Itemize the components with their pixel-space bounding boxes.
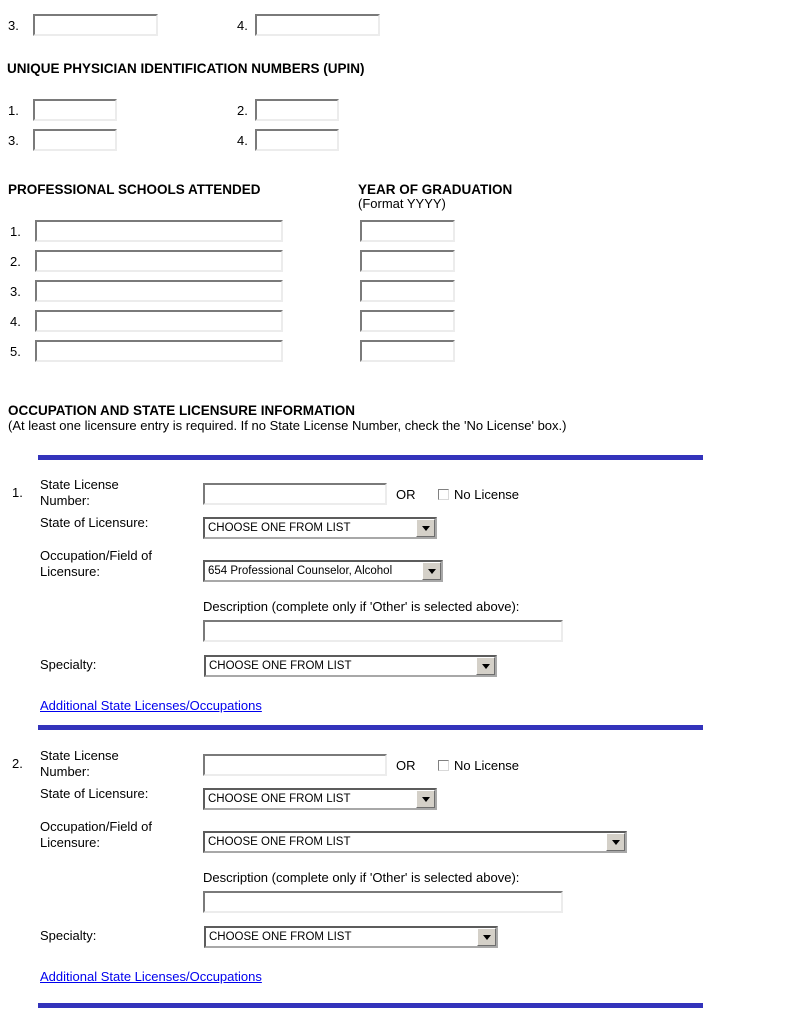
- upin-field-4-input[interactable]: [255, 129, 339, 151]
- entry-2-no-license-label: No License: [454, 758, 520, 773]
- entry-2-occupation-selected-value: CHOOSE ONE FROM LIST: [208, 836, 351, 848]
- year-5-input[interactable]: [360, 340, 455, 362]
- year-format-hint: (Format YYYY): [358, 196, 446, 211]
- entry-1-state-label: State of Licensure:: [40, 515, 149, 530]
- entry-2-additional-licenses-link[interactable]: Additional State Licenses/Occupations: [40, 969, 262, 984]
- entry-2-license-number-label: State License Number:: [40, 748, 119, 779]
- entry-1-no-license-checkbox[interactable]: [438, 489, 449, 500]
- school-row-1-number: 1.: [10, 224, 21, 239]
- school-row-2-number: 2.: [10, 254, 21, 269]
- school-2-input[interactable]: [35, 250, 283, 272]
- entry-2-no-license-checkbox[interactable]: [438, 760, 449, 771]
- entry-1-specialty-label: Specialty:: [40, 657, 97, 672]
- school-1-input[interactable]: [35, 220, 283, 242]
- entry-2-occupation-label: Occupation/Field of Licensure:: [40, 819, 153, 850]
- school-4-input[interactable]: [35, 310, 283, 332]
- upin-field-4-number: 4.: [237, 133, 248, 148]
- entry-1-specialty-selected-value: CHOOSE ONE FROM LIST: [209, 660, 352, 672]
- schools-heading: PROFESSIONAL SCHOOLS ATTENDED: [8, 182, 261, 197]
- licensure-subheading: (At least one licensure entry is required. If no State License Number, check the 'No License' box.): [8, 418, 567, 433]
- year-2-input[interactable]: [360, 250, 455, 272]
- top-field-3-input[interactable]: [33, 14, 158, 36]
- entry-2-description-input[interactable]: [203, 891, 563, 913]
- upin-heading: UNIQUE PHYSICIAN IDENTIFICATION NUMBERS (UPIN): [7, 61, 365, 76]
- entry-2-specialty-selected-value: CHOOSE ONE FROM LIST: [209, 931, 352, 943]
- school-row-3-number: 3.: [10, 284, 21, 299]
- school-3-input[interactable]: [35, 280, 283, 302]
- year-1-input[interactable]: [360, 220, 455, 242]
- section-divider: [38, 455, 703, 460]
- chevron-down-icon: [422, 562, 441, 580]
- entry-1-occupation-label: Occupation/Field of Licensure:: [40, 548, 153, 579]
- entry-1-number: 1.: [12, 485, 23, 500]
- entry-1-no-license-label: No License: [454, 487, 520, 502]
- chevron-down-icon: [476, 657, 495, 675]
- top-field-3-number: 3.: [8, 18, 19, 33]
- upin-field-3-input[interactable]: [33, 129, 117, 151]
- entry-2-or-label: OR: [396, 758, 416, 773]
- entry-1-description-label: Description (complete only if 'Other' is selected above):: [203, 599, 520, 614]
- chevron-down-icon: [477, 928, 496, 946]
- entry-1-description-input[interactable]: [203, 620, 563, 642]
- entry-1-specialty-select[interactable]: [204, 655, 497, 677]
- upin-field-3-number: 3.: [8, 133, 19, 148]
- section-divider: [38, 1003, 703, 1008]
- chevron-down-icon: [416, 519, 435, 537]
- entry-2-description-label: Description (complete only if 'Other' is selected above):: [203, 870, 520, 885]
- school-row-5-number: 5.: [10, 344, 21, 359]
- entry-1-additional-licenses-link[interactable]: Additional State Licenses/Occupations: [40, 698, 262, 713]
- chevron-down-icon: [606, 833, 625, 851]
- entry-1-state-selected-value: CHOOSE ONE FROM LIST: [208, 522, 351, 534]
- top-field-4-input[interactable]: [255, 14, 380, 36]
- section-divider: [38, 725, 703, 730]
- year-4-input[interactable]: [360, 310, 455, 332]
- entry-2-state-label: State of Licensure:: [40, 786, 149, 801]
- entry-1-license-number-input[interactable]: [203, 483, 387, 505]
- upin-field-2-input[interactable]: [255, 99, 339, 121]
- entry-2-number: 2.: [12, 756, 23, 771]
- entry-1-occupation-select[interactable]: [203, 560, 443, 582]
- upin-field-1-input[interactable]: [33, 99, 117, 121]
- school-row-4-number: 4.: [10, 314, 21, 329]
- entry-2-occupation-select[interactable]: [203, 831, 627, 853]
- entry-2-license-number-input[interactable]: [203, 754, 387, 776]
- year-of-graduation-heading: YEAR OF GRADUATION: [358, 182, 513, 197]
- entry-1-or-label: OR: [396, 487, 416, 502]
- entry-1-license-number-label: State License Number:: [40, 477, 119, 508]
- entry-1-occupation-selected-value: 654 Professional Counselor, Alcohol: [208, 565, 393, 577]
- entry-2-state-select[interactable]: [203, 788, 437, 810]
- chevron-down-icon: [416, 790, 435, 808]
- top-field-4-number: 4.: [237, 18, 248, 33]
- licensure-heading: OCCUPATION AND STATE LICENSURE INFORMATION: [8, 403, 355, 418]
- year-3-input[interactable]: [360, 280, 455, 302]
- entry-2-specialty-select[interactable]: [204, 926, 498, 948]
- school-5-input[interactable]: [35, 340, 283, 362]
- entry-1-state-select[interactable]: [203, 517, 437, 539]
- upin-field-1-number: 1.: [8, 103, 19, 118]
- entry-2-specialty-label: Specialty:: [40, 928, 97, 943]
- upin-field-2-number: 2.: [237, 103, 248, 118]
- entry-2-state-selected-value: CHOOSE ONE FROM LIST: [208, 793, 351, 805]
